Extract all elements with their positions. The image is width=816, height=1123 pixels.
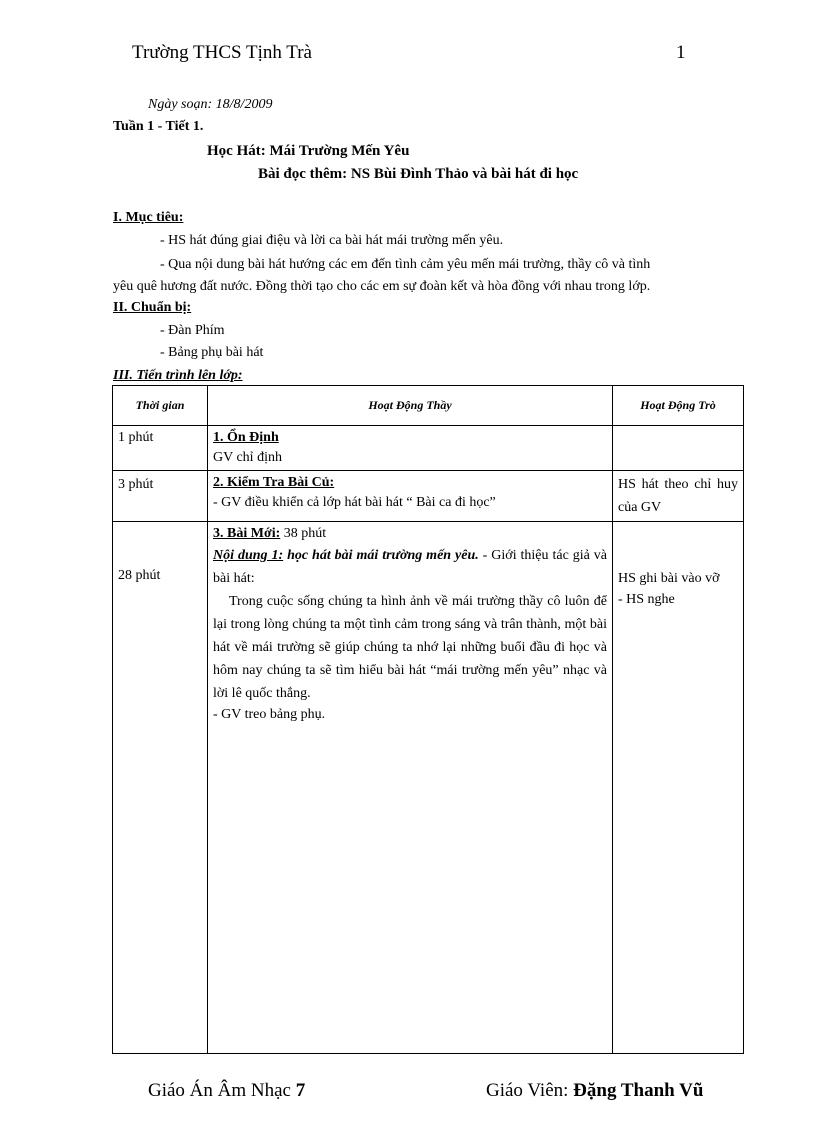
- content-title: học hát bài mái trường mến yêu.: [283, 548, 479, 563]
- section-process-heading: III. Tiến trình lên lớp:: [113, 368, 243, 383]
- school-name: Trường THCS Tịnh Trà: [132, 42, 312, 63]
- row-1-text: GV chỉ định: [213, 450, 282, 465]
- row-2-teacher: [208, 471, 613, 522]
- section-objectives-heading: I. Mục tiêu:: [113, 210, 184, 225]
- row-3-duration: 38 phút: [280, 526, 327, 541]
- content-rest: - Giới thiệu tác giả và bài hát:: [213, 548, 607, 586]
- row-3-title-line: [213, 524, 607, 544]
- footer-subject: Giáo Án Âm Nhạc 7: [148, 1080, 306, 1101]
- row-3-time: 28 phút: [113, 522, 208, 1054]
- extra-reading-title: Bài đọc thêm: NS Bùi Đình Thảo và bài hát đi học: [258, 166, 579, 182]
- row-1-title: 1. Ổn Định: [213, 430, 279, 445]
- header-time: Thời gian: [113, 386, 208, 426]
- row-1-teacher: [208, 426, 613, 471]
- row-3-content-intro: [213, 544, 607, 590]
- page-number: 1: [676, 42, 686, 63]
- row-3-student-2: - HS nghe: [618, 592, 675, 607]
- row-3-title: 3. Bài Mới:: [213, 526, 281, 541]
- table-header-row: [113, 386, 744, 426]
- header-teacher-activity: Hoạt Động Thầy: [208, 386, 613, 426]
- table-row: [113, 471, 744, 522]
- row-1-time: 1 phút: [113, 426, 208, 471]
- table-row: [113, 522, 744, 1054]
- lesson-title: Học Hát: Mái Trường Mến Yêu: [207, 143, 410, 159]
- content-label: Nội dung 1:: [213, 548, 284, 563]
- week-period: Tuần 1 - Tiết 1.: [113, 119, 204, 134]
- row-3-teacher: [208, 522, 613, 1054]
- footer-grade: 7: [295, 1080, 306, 1101]
- row-2-text: - GV điều khiển cả lớp hát bài hát “ Bài ca đi học”: [213, 495, 496, 510]
- objective-line-2: - Qua nội dung bài hát hướng các em đến tình cảm yêu mến mái trường, thầy cô và tình: [160, 257, 651, 272]
- section-preparation-heading: II. Chuẩn bị:: [113, 300, 192, 315]
- row-2-student: HS hát theo chỉ huy của GV: [613, 471, 744, 522]
- preparation-date: Ngày soạn: 18/8/2009: [148, 97, 273, 112]
- lesson-plan-table: [112, 385, 744, 1054]
- row-1-student: [613, 426, 744, 471]
- preparation-item-2: - Bảng phụ bài hát: [160, 345, 264, 360]
- preparation-item-1: - Đàn Phím: [160, 323, 225, 338]
- header-student-activity: Hoạt Động Trò: [613, 386, 744, 426]
- objective-line-1: - HS hát đúng giai điệu và lời ca bài hát mái trường mến yêu.: [160, 233, 504, 248]
- row-3-student: [613, 522, 744, 1054]
- row-3-student-1: HS ghi bài vào vỡ: [618, 571, 720, 586]
- objective-line-3: yêu quê hương đất nước. Đồng thời tạo cho các em sự đoàn kết và hòa đồng với nhau trong lớp.: [113, 279, 651, 294]
- footer-teacher-name: Đặng Thanh Vũ: [573, 1080, 704, 1101]
- row-2-time: 3 phút: [113, 471, 208, 522]
- row-2-title: 2. Kiểm Tra Bài Củ:: [213, 475, 335, 490]
- table-row: [113, 426, 744, 471]
- row-3-last-line: - GV treo bảng phụ.: [213, 707, 326, 722]
- row-3-paragraph: Trong cuộc sống chúng ta hình ảnh về mái trường thầy cô luôn để lại trong lòng chúng ta một tình cảm trong sáng và trân thành, một bài hát về mái trường sẽ giúp chúng ta nhớ lại những buổi đầu đi học và hôm nay chúng ta sẽ tìm hiểu bài hát “mái trường mến yêu” nhạc và lời lê quốc thắng.: [213, 594, 607, 701]
- footer-teacher: Giáo Viên: Đặng Thanh Vũ: [486, 1080, 704, 1101]
